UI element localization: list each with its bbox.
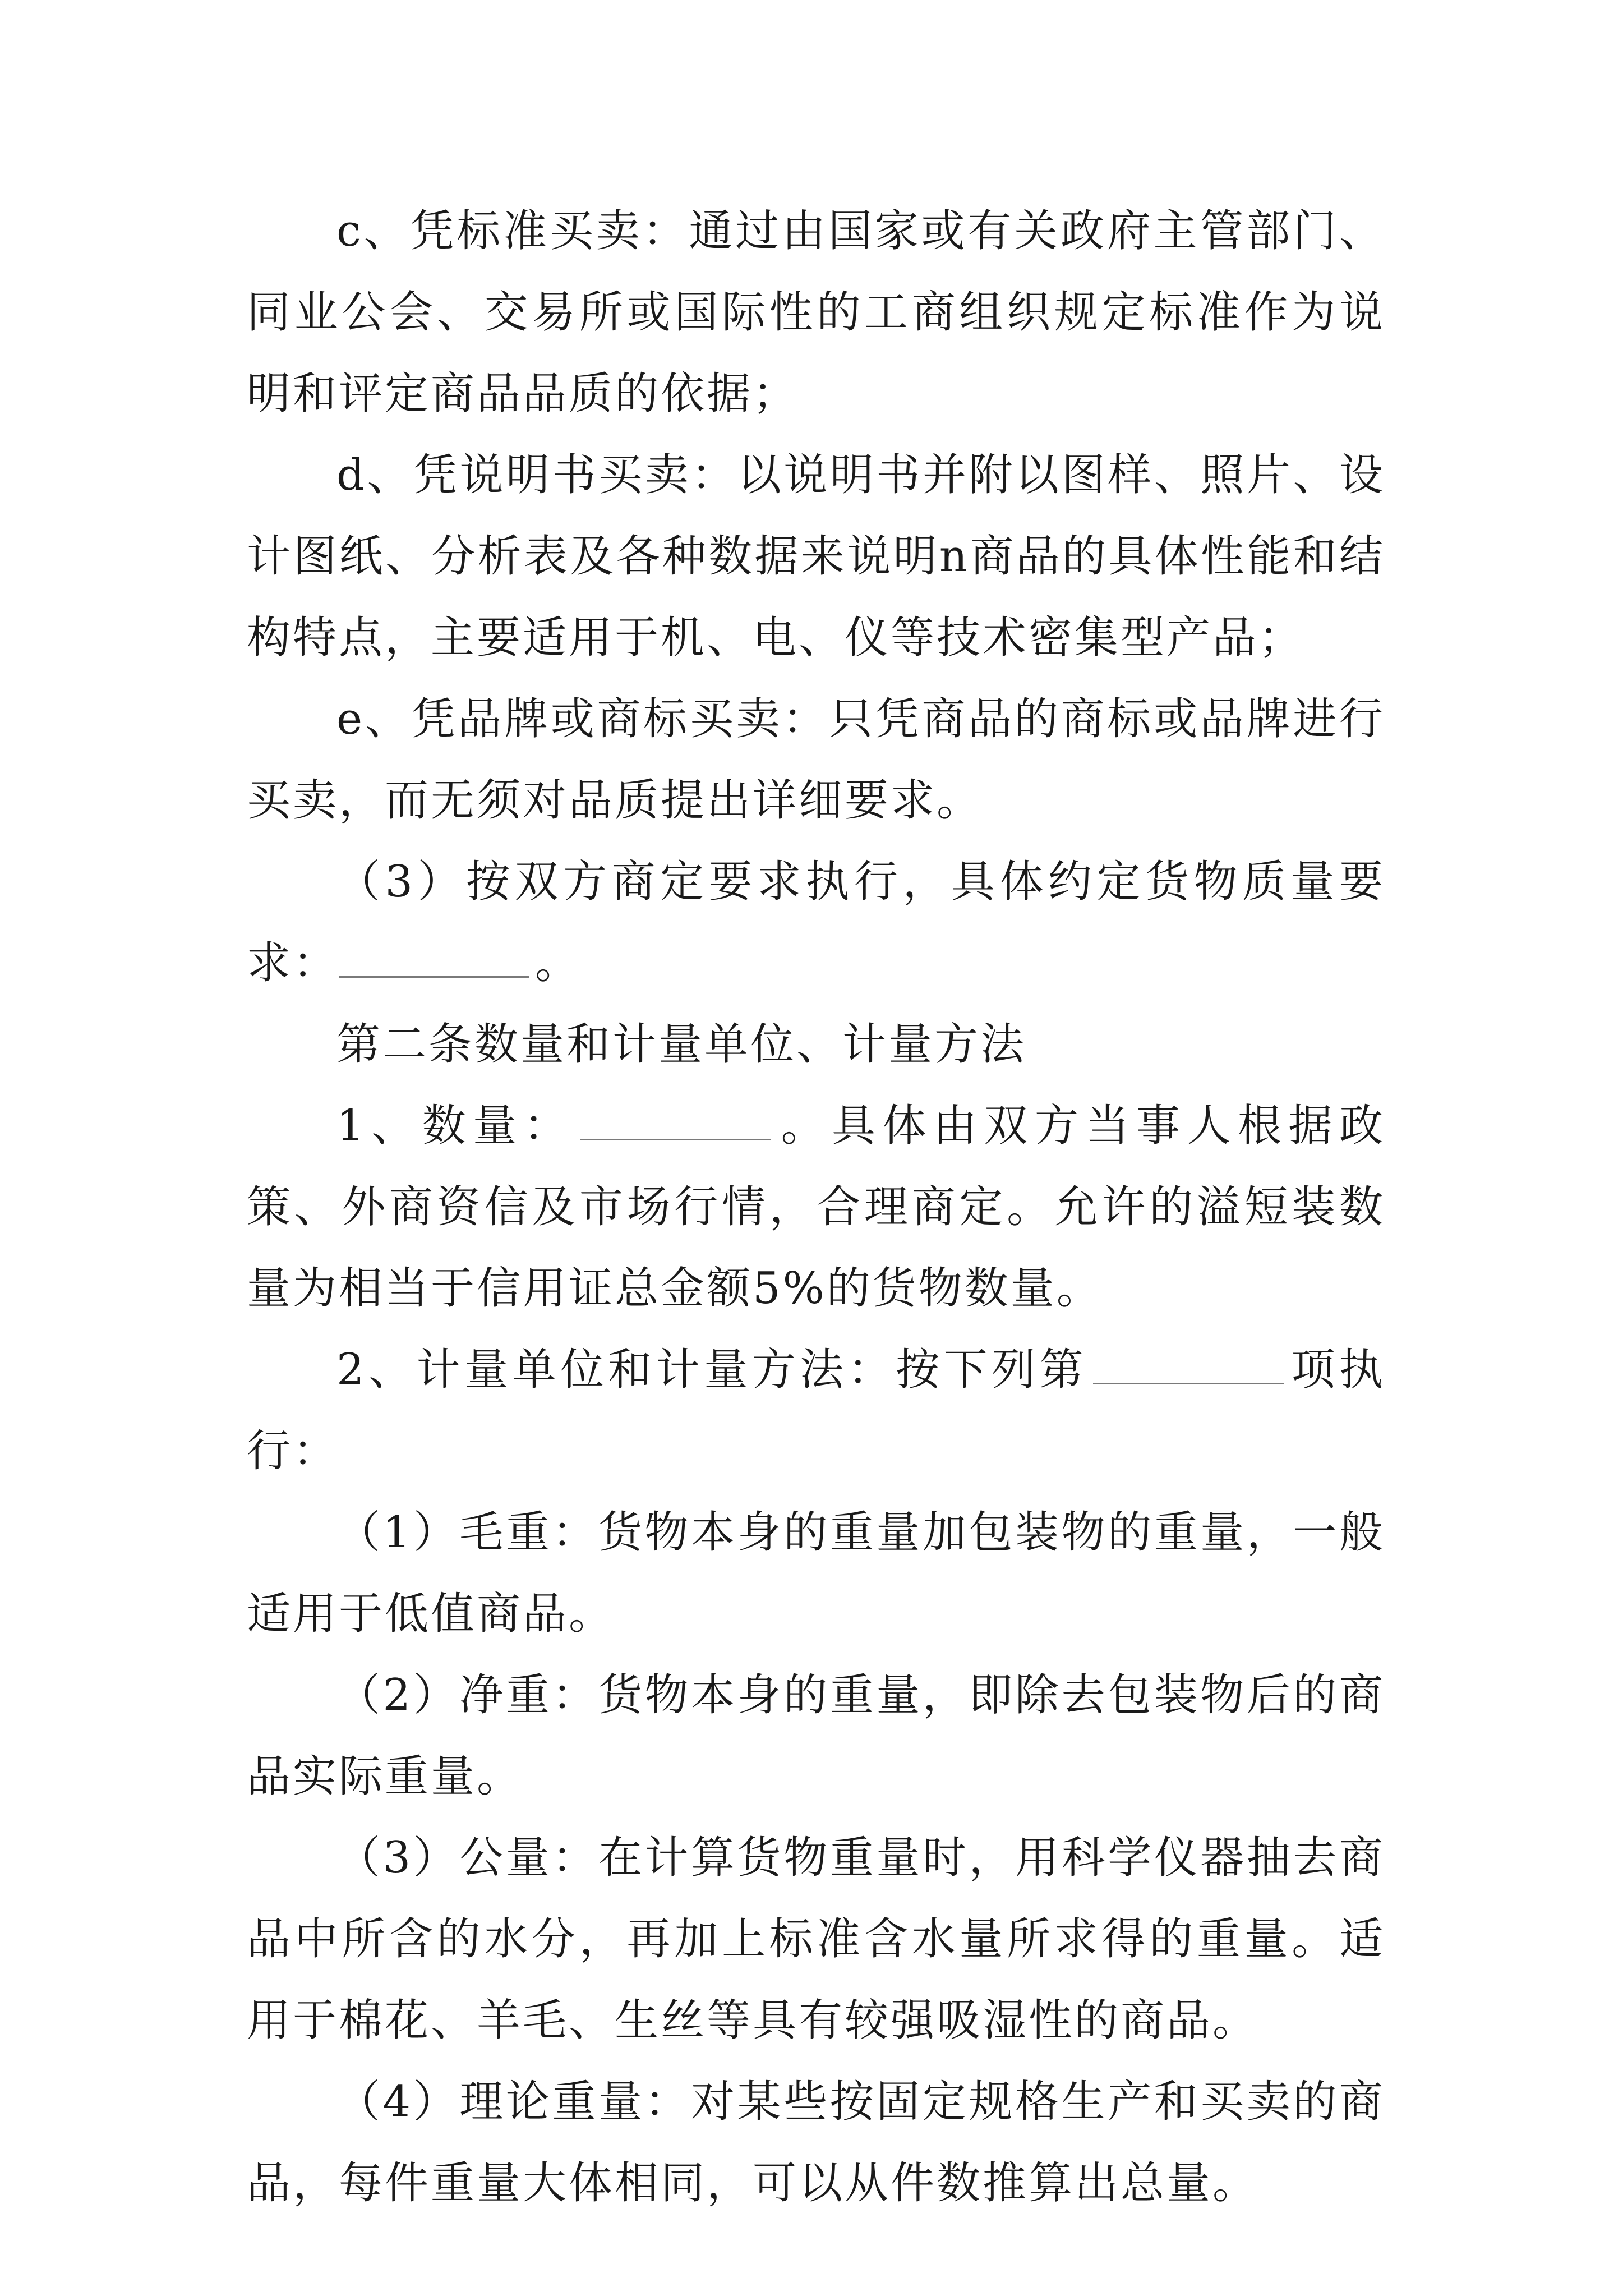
paragraph-quantity: [247, 1085, 1385, 1329]
measurement-method-label: 2、计量单位和计量方法：按下列第: [336, 1345, 1088, 1395]
paragraph-quality-requirement: [247, 841, 1385, 1004]
measurement-method-end: 项执行：: [247, 1345, 1385, 1476]
quantity-blank[interactable]: [580, 1102, 771, 1140]
paragraph-theoretical-weight: （4）理论重量：对某些按固定规格生产和买卖的商品，每件重量大体相同，可以从件数推算出总量。: [247, 2077, 1385, 2208]
quality-requirement-blank[interactable]: [339, 939, 529, 978]
paragraph-net-weight: （2）净重：货物本身的重量，即除去包装物后的商品实际重量。: [247, 1670, 1385, 1802]
paragraph-gross-weight: （1）毛重：货物本身的重量加包装物的重量，一般适用于低值商品。: [247, 1507, 1385, 1639]
paragraph-standard-sale: c、凭标准买卖：通过由国家或有关政府主管部门、同业公会、交易所或国际性的工商组织规定标准作为说明和评定商品品质的依据；: [247, 206, 1385, 419]
paragraph-specification-sale: d、凭说明书买卖：以说明书并附以图样、照片、设计图纸、分析表及各种数据来说明n商品的具体性能和结构特点，主要适用于机、电、仪等技术密集型产品；: [247, 450, 1385, 663]
paragraph-conditioned-weight: （3）公量：在计算货物重量时，用科学仪器抽去商品中所含的水分，再加上标准含水量所求得的重量。适用于棉花、羊毛、生丝等具有较强吸湿性的商品。: [247, 1833, 1385, 2046]
quantity-description: 。具体由双方当事人根据政策、外商资信及市场行情，合理商定。允许的溢短装数量为相当于信用证总金额5%的货物数量。: [247, 1101, 1385, 1314]
section-heading-quantity: 第二条数量和计量单位、计量方法: [336, 1019, 1027, 1070]
quantity-label: 1、数量：: [336, 1101, 575, 1151]
paragraph-measurement-method: [247, 1329, 1385, 1492]
quality-requirement-end: 。: [535, 938, 582, 988]
measurement-item-blank[interactable]: [1093, 1346, 1284, 1384]
quality-requirement-label: （3）按双方商定要求执行，具体约定货物质量要求：: [247, 857, 1385, 988]
document-body: [247, 191, 1385, 2224]
paragraph-brand-sale: e、凭品牌或商标买卖：只凭商品的商标或品牌进行买卖，而无须对品质提出详细要求。: [247, 694, 1385, 826]
